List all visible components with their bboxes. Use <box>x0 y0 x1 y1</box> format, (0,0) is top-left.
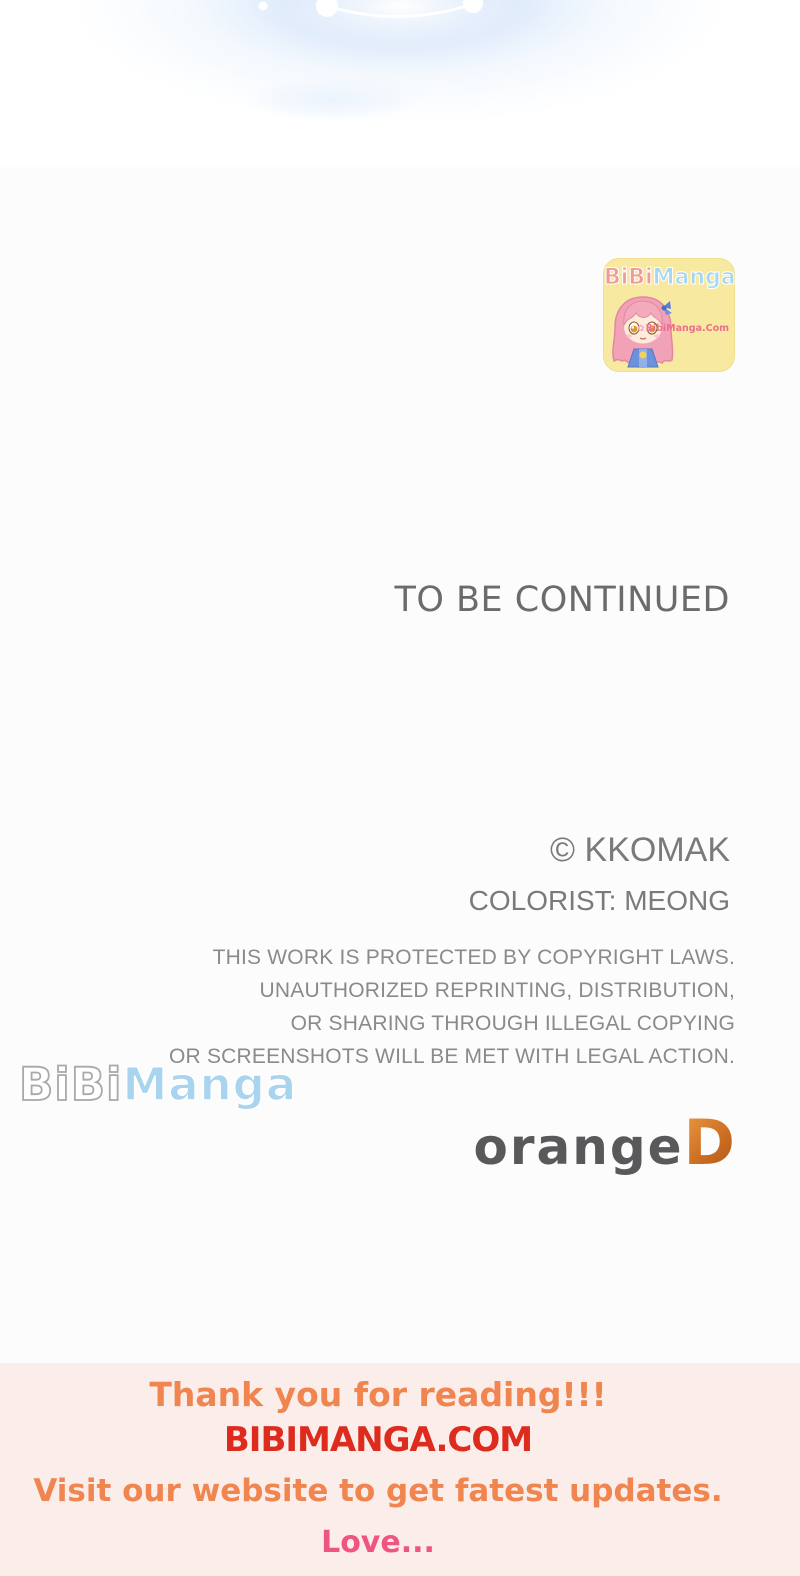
oranged-logo-orange: orange <box>473 1118 684 1176</box>
watermark-manga: Manga <box>122 1058 298 1111</box>
badge-site-url: BibiManga.Com <box>645 323 729 334</box>
thanks-message: Thank you for reading!!! <box>149 1375 607 1414</box>
watermark-bibi: BiBi <box>19 1058 123 1111</box>
copyright-notice <box>169 941 735 1073</box>
flower-icon: ✿ <box>637 324 645 334</box>
visit-message: Visit our website to get fatest updates. <box>33 1473 723 1509</box>
colorist-credit: COLORIST: MEONG <box>468 885 730 916</box>
reader-footer <box>0 1363 800 1576</box>
to-be-continued-text: TO BE CONTINUED <box>394 580 730 620</box>
badge-logo-text <box>604 265 734 290</box>
oranged-logo-d: D <box>683 1106 735 1179</box>
badge-logo-bibi: BiBi <box>604 265 653 290</box>
comic-panel-remnant <box>0 0 800 167</box>
copyright-line: THIS WORK IS PROTECTED BY COPYRIGHT LAWS. <box>212 946 735 969</box>
oranged-logo <box>473 1106 735 1179</box>
site-name: BIBIMANGA.COM <box>223 1420 533 1460</box>
badge-site-text <box>637 323 729 334</box>
copyright-line: UNAUTHORIZED REPRINTING, DISTRIBUTION, <box>259 979 735 1002</box>
badge-logo-manga: Manga <box>652 265 736 290</box>
copyright-line: OR SHARING THROUGH ILLEGAL COPYING <box>290 1012 735 1035</box>
author-credit: © KKOMAK <box>550 831 730 869</box>
bibimanga-badge <box>603 258 735 372</box>
love-message: Love... <box>321 1525 435 1560</box>
copyright-line: OR SCREENSHOTS WILL BE MET WITH LEGAL ACTION. <box>169 1045 735 1068</box>
necklace-artwork <box>0 0 800 167</box>
bibimanga-watermark <box>19 1058 297 1111</box>
